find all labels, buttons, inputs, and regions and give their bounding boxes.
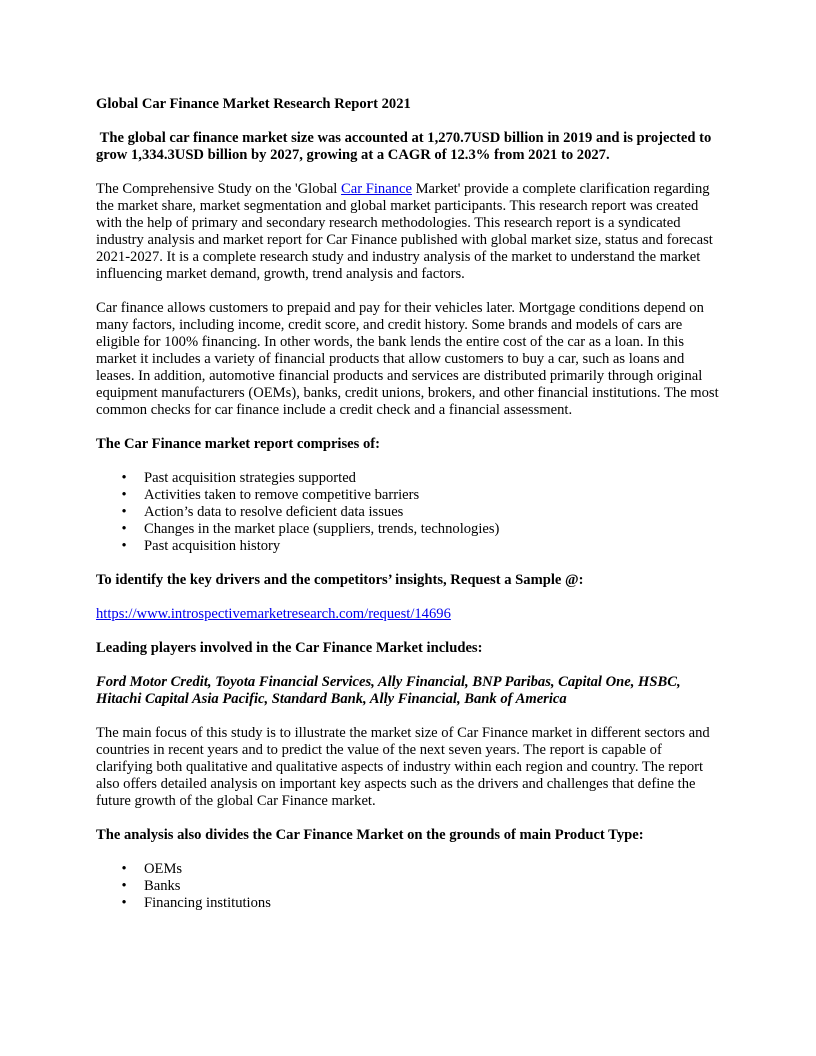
list-item [96,861,720,878]
focus-paragraph: The main focus of this study is to illustrate the market size of Car Finance market in different sectors and countries in recent years and to predict the value of the next seven years. The report is capable of clarifying both qualitative and qualitative aspects of industry within each region and country. The report also offers detailed analysis on important key aspects such as the drivers and challenges that define the future growth of the global Car Finance market. [96,725,710,809]
list-item-text: Past acquisition strategies supported [144,470,356,486]
players-list: Ford Motor Credit, Toyota Financial Services, Ally Financial, BNP Paribas, Capital One, HSBC, Hitachi Capital Asia Pacific, Standard Bank, Ally Financial, Bank of America [96,674,681,707]
car-finance-link[interactable]: Car Finance [341,181,412,197]
bullet-icon: • [121,487,127,503]
list-item-text: Banks [144,878,181,894]
list-item-text: OEMs [144,861,183,877]
list-item [96,895,720,912]
intro-text-before-link: The Comprehensive Study on the 'Global [96,181,342,197]
list-item [96,878,720,895]
sample-url-paragraph [96,606,720,623]
list-item [96,487,720,504]
players-heading: Leading players involved in the Car Finance Market includes: [96,640,483,656]
car-finance-paragraph: Car finance allows customers to prepaid and pay for their vehicles later. Mortgage conditions depend on many factors, including income, credit score, and credit history. Some brands and models of cars are eligible for 100% financing. In other words, the bank lends the entire cost of the car as a loan. In this market it includes a variety of financial products that allow customers to buy a car, such as loans and leases. In addition, automotive financial products and services are distributed primarily through original equipment manufacturers (OEMs), banks, credit unions, brokers, and other financial institutions. The most common checks for car finance include a credit check and a financial assessment. [96,300,719,418]
sample-heading: To identify the key drivers and the competitors’ insights, Request a Sample @: [96,572,584,588]
document-page [96,96,720,912]
bullet-icon: • [121,861,127,877]
list-item-text: Activities taken to remove competitive barriers [144,487,420,503]
list-item-text: Financing institutions [144,895,271,911]
comprises-heading: The Car Finance market report comprises of: [96,436,380,452]
list-item-text: Changes in the market place (suppliers, trends, technologies) [144,521,500,537]
list-item-text: Past acquisition history [144,538,281,554]
intro-paragraph [96,181,720,283]
bullet-icon: • [121,521,127,537]
list-item-text: Action’s data to resolve deficient data issues [144,504,404,520]
comprises-list [96,470,720,555]
list-item [96,521,720,538]
product-type-list [96,861,720,912]
list-item [96,470,720,487]
sample-request-link[interactable]: https://www.introspectivemarketresearch.com/request/14696 [96,606,451,622]
bullet-icon: • [121,878,127,894]
bullet-icon: • [121,538,127,554]
report-title: Global Car Finance Market Research Report 2021 [96,96,411,112]
list-item [96,538,720,555]
market-size-summary: The global car finance market size was accounted at 1,270.7USD billion in 2019 and is projected to grow 1,334.3USD billion by 2027, growing at a CAGR of 12.3% from 2021 to 2027. [96,130,715,163]
bullet-icon: • [121,895,127,911]
bullet-icon: • [121,470,127,486]
bullet-icon: • [121,504,127,520]
product-type-heading: The analysis also divides the Car Finance Market on the grounds of main Product Type: [96,827,644,843]
intro-text-after-link: Market' provide a complete clarification regarding the market share, market segmentation and global market participants. This research report was created with the help of primary and secondary research methodologies. This research report is a syndicated industry analysis and market report for Car Finance published with global market size, status and forecast 2021-2027. It is a complete research study and industry analysis of the market to understand the market influencing market demand, growth, trend analysis and factors. [96,181,717,282]
list-item [96,504,720,521]
